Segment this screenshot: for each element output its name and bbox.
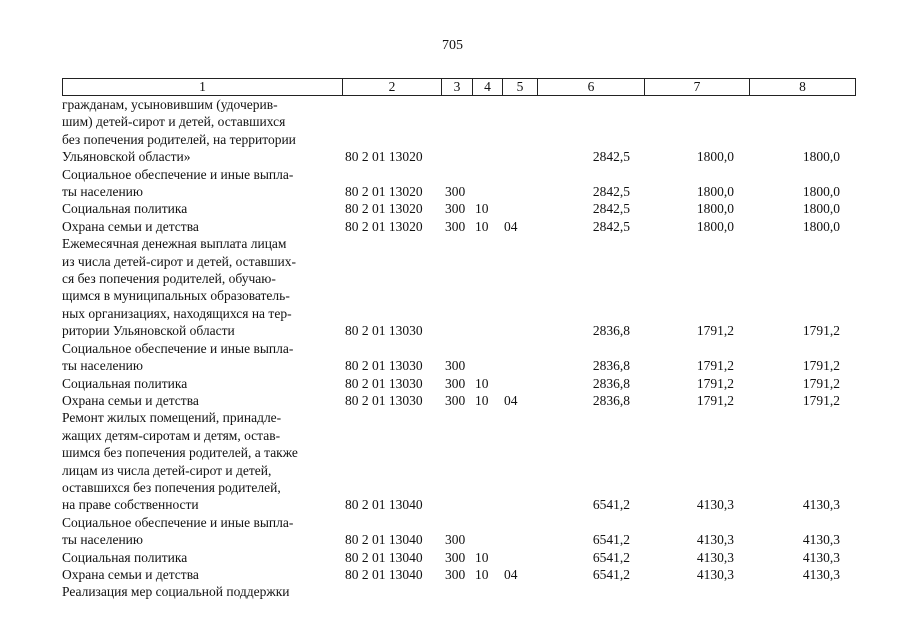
expense-type-code: 300 <box>445 358 466 374</box>
column-header-1: 1 <box>63 79 343 96</box>
description-line: ся без попечения родителей, обучаю- <box>62 271 276 287</box>
table-row <box>62 218 852 235</box>
description-line: ных организациях, находящихся на тер- <box>62 305 292 321</box>
amount-col-8: 1791,2 <box>802 323 840 339</box>
target-article-code: 80 2 01 13030 <box>345 358 423 374</box>
amount-col-6: 6541,2 <box>592 566 630 582</box>
section-code: 10 <box>475 392 489 408</box>
amount-col-6: 2842,5 <box>592 201 630 217</box>
table-row <box>62 583 852 600</box>
description-line: Охрана семьи и детства <box>62 566 199 582</box>
expense-type-code: 300 <box>445 566 466 582</box>
description-line: шим) детей-сирот и детей, оставшихся <box>62 114 286 130</box>
amount-col-6: 2836,8 <box>592 358 630 374</box>
table-row <box>62 340 852 375</box>
description-line: Социальная политика <box>62 201 188 217</box>
amount-col-7: 1800,0 <box>696 201 734 217</box>
amount-col-6: 2842,5 <box>592 184 630 200</box>
column-header-7: 7 <box>645 79 750 96</box>
amount-col-7: 4130,3 <box>696 497 734 513</box>
expense-type-code: 300 <box>445 549 466 565</box>
table-row <box>62 200 852 217</box>
description-line: Ульяновской области» <box>62 149 191 165</box>
section-code: 10 <box>475 549 489 565</box>
target-article-code: 80 2 01 13030 <box>345 392 423 408</box>
description-line: Социальное обеспечение и иные выпла- <box>62 166 294 182</box>
subsection-code: 04 <box>504 566 518 582</box>
table-body <box>62 96 852 601</box>
description-line: Социальная политика <box>62 375 188 391</box>
row-description <box>62 549 331 566</box>
table-row <box>62 566 852 583</box>
page-number: 705 <box>442 38 463 53</box>
row-description <box>62 514 331 549</box>
target-article-code: 80 2 01 13020 <box>345 149 423 165</box>
amount-col-8: 1791,2 <box>802 375 840 391</box>
expense-type-code: 300 <box>445 532 466 548</box>
amount-col-8: 1791,2 <box>802 392 840 408</box>
description-line: без попечения родителей, на территории <box>62 131 296 147</box>
amount-col-7: 1791,2 <box>696 375 734 391</box>
expense-type-code: 300 <box>445 392 466 408</box>
row-description <box>62 409 331 513</box>
column-header-5: 5 <box>503 79 538 96</box>
amount-col-7: 4130,3 <box>696 532 734 548</box>
row-description <box>62 375 331 392</box>
amount-col-8: 1800,0 <box>802 149 840 165</box>
description-line: Ежемесячная денежная выплата лицам <box>62 236 287 252</box>
expense-type-code: 300 <box>445 184 466 200</box>
amount-col-8: 4130,3 <box>802 566 840 582</box>
amount-col-7: 1800,0 <box>696 149 734 165</box>
amount-col-6: 2836,8 <box>592 375 630 391</box>
description-line: Реализация мер социальной поддержки <box>62 584 290 600</box>
table-row <box>62 392 852 409</box>
target-article-code: 80 2 01 13020 <box>345 184 423 200</box>
row-description <box>62 235 331 339</box>
amount-col-8: 4130,3 <box>802 532 840 548</box>
amount-col-7: 4130,3 <box>696 549 734 565</box>
section-code: 10 <box>475 201 489 217</box>
target-article-code: 80 2 01 13030 <box>345 323 423 339</box>
column-header-table <box>62 78 856 96</box>
amount-col-8: 4130,3 <box>802 497 840 513</box>
expense-type-code: 300 <box>445 218 466 234</box>
description-line: Ремонт жилых помещений, принадле- <box>62 410 282 426</box>
description-line: ты населению <box>62 184 143 200</box>
column-header-4: 4 <box>473 79 503 96</box>
table-row <box>62 96 852 166</box>
amount-col-8: 1800,0 <box>802 201 840 217</box>
description-line: на праве собственности <box>62 497 199 513</box>
amount-col-6: 2836,8 <box>592 323 630 339</box>
description-line: Социальное обеспечение и иные выпла- <box>62 514 294 530</box>
amount-col-6: 2836,8 <box>592 392 630 408</box>
table-row <box>62 235 852 339</box>
description-line: Социальная политика <box>62 549 188 565</box>
section-code: 10 <box>475 375 489 391</box>
amount-col-7: 1791,2 <box>696 392 734 408</box>
amount-col-8: 1791,2 <box>802 358 840 374</box>
row-description <box>62 583 331 600</box>
row-description <box>62 340 331 375</box>
column-header-6: 6 <box>538 79 645 96</box>
amount-col-6: 2842,5 <box>592 218 630 234</box>
expense-type-code: 300 <box>445 201 466 217</box>
row-description <box>62 392 331 409</box>
target-article-code: 80 2 01 13040 <box>345 532 423 548</box>
amount-col-8: 1800,0 <box>802 218 840 234</box>
description-line: жащих детям-сиротам и детям, остав- <box>62 427 281 443</box>
amount-col-7: 1800,0 <box>696 218 734 234</box>
amount-col-6: 6541,2 <box>592 532 630 548</box>
amount-col-7: 4130,3 <box>696 566 734 582</box>
table-row <box>62 549 852 566</box>
row-description <box>62 218 331 235</box>
description-line: Социальное обеспечение и иные выпла- <box>62 340 294 356</box>
target-article-code: 80 2 01 13020 <box>345 218 423 234</box>
row-description <box>62 200 331 217</box>
description-line: из числа детей-сирот и детей, оставших- <box>62 253 297 269</box>
amount-col-6: 6541,2 <box>592 497 630 513</box>
target-article-code: 80 2 01 13040 <box>345 549 423 565</box>
description-line: ты населению <box>62 532 143 548</box>
target-article-code: 80 2 01 13040 <box>345 497 423 513</box>
amount-col-7: 1791,2 <box>696 358 734 374</box>
column-header-3: 3 <box>442 79 473 96</box>
amount-col-8: 4130,3 <box>802 549 840 565</box>
description-line: лицам из числа детей-сирот и детей, <box>62 462 272 478</box>
row-description <box>62 566 331 583</box>
subsection-code: 04 <box>504 218 518 234</box>
description-line: Охрана семьи и детства <box>62 218 199 234</box>
description-line: шимся без попечения родителей, а также <box>62 445 298 461</box>
table-row <box>62 166 852 201</box>
section-code: 10 <box>475 566 489 582</box>
description-line: ритории Ульяновской области <box>62 323 235 339</box>
table-row <box>62 514 852 549</box>
column-header-row <box>63 79 856 96</box>
amount-col-8: 1800,0 <box>802 184 840 200</box>
description-line: щимся в муниципальных образователь- <box>62 288 290 304</box>
target-article-code: 80 2 01 13040 <box>345 566 423 582</box>
target-article-code: 80 2 01 13020 <box>345 201 423 217</box>
expense-type-code: 300 <box>445 375 466 391</box>
column-header-2: 2 <box>343 79 442 96</box>
table-row <box>62 375 852 392</box>
description-line: оставшихся без попечения родителей, <box>62 479 281 495</box>
table-row <box>62 409 852 513</box>
description-line: гражданам, усыновившим (удочерив- <box>62 97 278 112</box>
amount-col-7: 1800,0 <box>696 184 734 200</box>
amount-col-6: 6541,2 <box>592 549 630 565</box>
description-line: Охрана семьи и детства <box>62 392 199 408</box>
amount-col-6: 2842,5 <box>592 149 630 165</box>
target-article-code: 80 2 01 13030 <box>345 375 423 391</box>
subsection-code: 04 <box>504 392 518 408</box>
row-description <box>62 96 331 166</box>
row-description <box>62 166 331 201</box>
amount-col-7: 1791,2 <box>696 323 734 339</box>
section-code: 10 <box>475 218 489 234</box>
description-line: ты населению <box>62 358 143 374</box>
column-header-8: 8 <box>750 79 856 96</box>
